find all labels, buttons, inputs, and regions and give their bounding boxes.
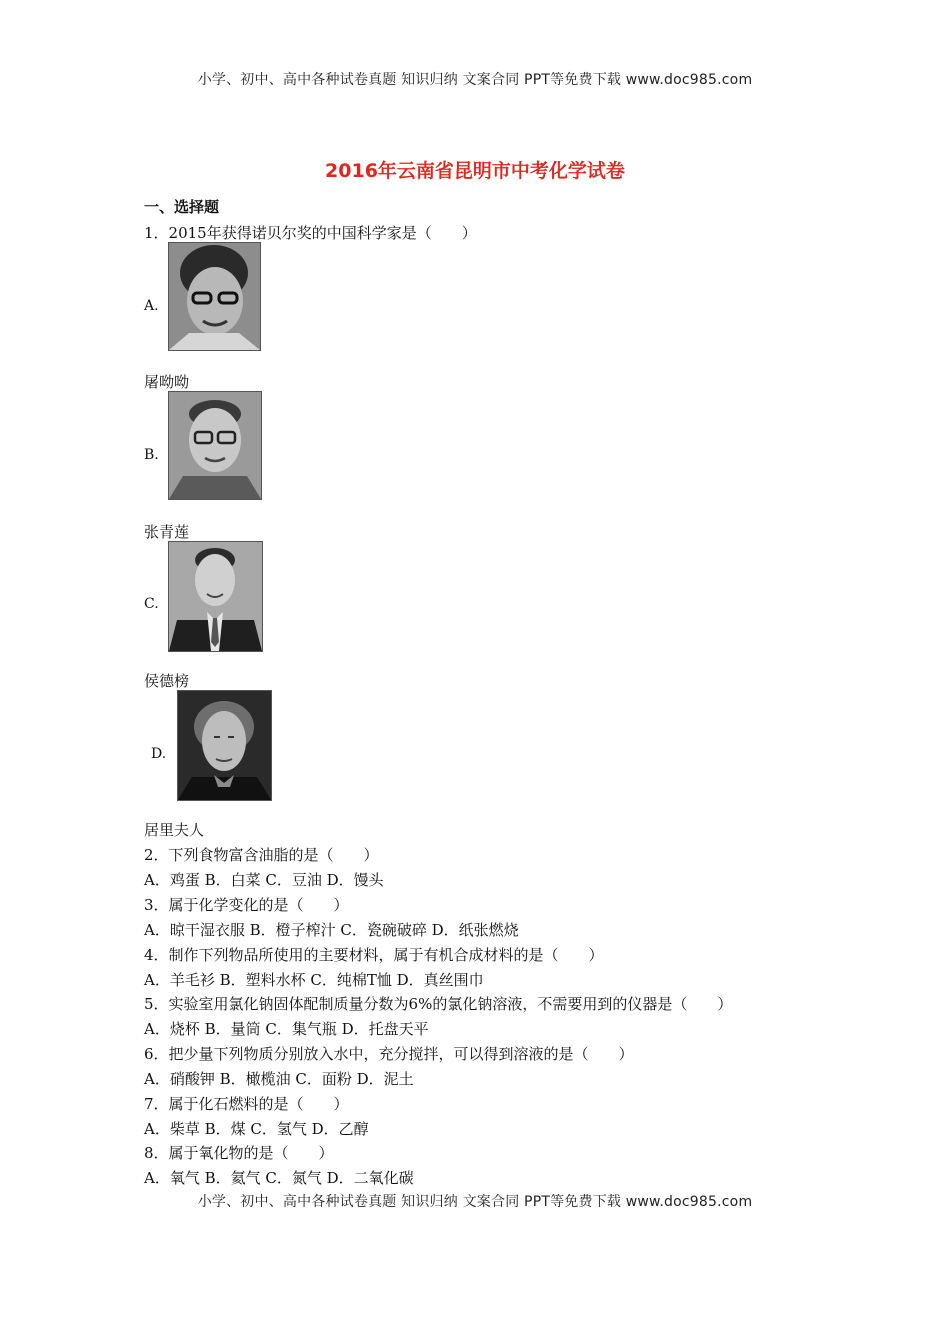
option-b-name: 张青莲 — [144, 523, 190, 541]
question-2-stem: 2．下列食物富含油脂的是（ ） — [144, 846, 379, 864]
question-5-stem: 5．实验室用氯化钠固体配制质量分数为6%的氯化钠溶液，不需要用到的仪器是（ ） — [144, 995, 733, 1013]
section-heading: 一、选择题 — [144, 198, 220, 216]
option-c-name: 侯德榜 — [144, 672, 190, 690]
question-6-options: A．硝酸钾 B．橄榄油 C．面粉 D．泥土 — [144, 1070, 414, 1088]
question-4-options: A．羊毛衫 B．塑料水杯 C．纯棉T恤 D．真丝围巾 — [144, 971, 484, 989]
page-footer: 小学、初中、高中各种试卷真题 知识归纳 文案合同 PPT等免费下载 www.doc985.com — [197, 1194, 753, 1210]
question-3-stem: 3．属于化学变化的是（ ） — [144, 896, 349, 914]
option-d-name: 居里夫人 — [144, 821, 205, 839]
question-7-options: A．柴草 B．煤 C．氢气 D．乙醇 — [144, 1120, 369, 1138]
exam-title: 2016年云南省昆明市中考化学试卷 — [325, 160, 625, 182]
question-6-stem: 6．把少量下列物质分别放入水中，充分搅拌，可以得到溶液的是（ ） — [144, 1045, 634, 1063]
question-1-stem: 1．2015年获得诺贝尔奖的中国科学家是（ ） — [144, 224, 477, 242]
portrait-photo-c — [168, 541, 263, 652]
question-8-options: A．氧气 B．氦气 C．氮气 D．二氧化碳 — [144, 1169, 414, 1187]
question-3-options: A．晾干湿衣服 B．橙子榨汁 C．瓷碗破碎 D．纸张燃烧 — [144, 921, 519, 939]
portrait-photo-d — [177, 690, 272, 801]
question-7-stem: 7．属于化石燃料的是（ ） — [144, 1095, 349, 1113]
option-a-name: 屠呦呦 — [144, 373, 190, 391]
portrait-photo-a — [168, 242, 261, 351]
option-b-letter: B. — [144, 447, 159, 463]
question-8-stem: 8．属于氧化物的是（ ） — [144, 1144, 334, 1162]
page-header: 小学、初中、高中各种试卷真题 知识归纳 文案合同 PPT等免费下载 www.doc985.com — [197, 72, 753, 88]
question-5-options: A．烧杯 B．量筒 C．集气瓶 D．托盘天平 — [144, 1020, 429, 1038]
question-2-options: A．鸡蛋 B．白菜 C．豆油 D．馒头 — [144, 871, 384, 889]
option-c-letter: C. — [144, 596, 159, 612]
question-4-stem: 4．制作下列物品所使用的主要材料，属于有机合成材料的是（ ） — [144, 946, 604, 964]
portrait-photo-b — [168, 391, 262, 500]
option-a-letter: A. — [144, 298, 159, 314]
option-d-letter: D. — [151, 746, 167, 762]
